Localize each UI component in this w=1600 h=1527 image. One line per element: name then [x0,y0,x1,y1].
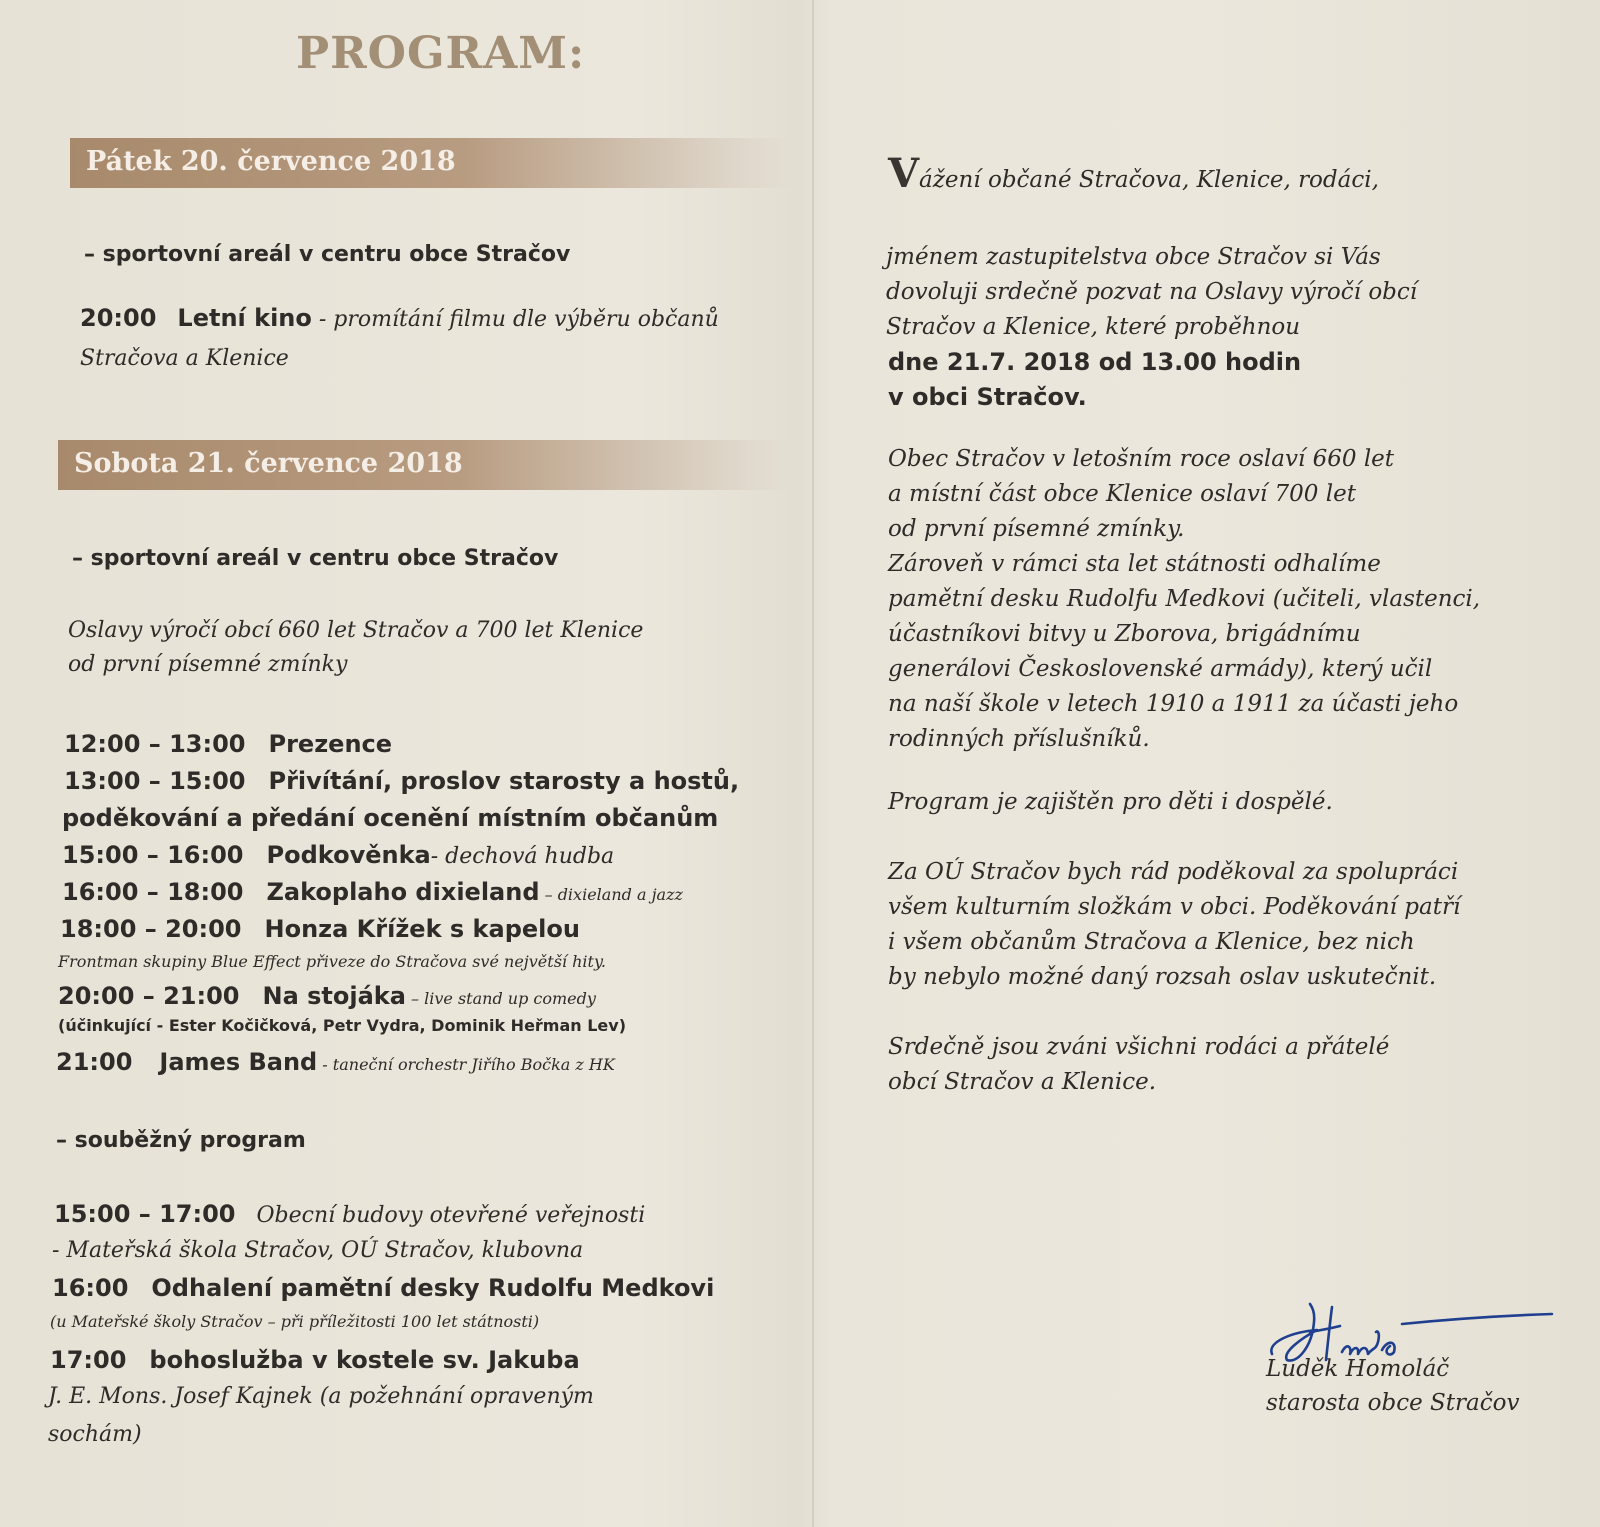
invitation-letter-page [814,0,1600,1527]
friday-event-desc: - promítání filmu dle výběru občanů [311,307,719,332]
parallel-item-note: (u Mateřské školy Stračov – při příležitosti 100 let státnosti) [50,1312,540,1331]
schedule-item: 18:00 – 20:00 Honza Křížek s kapelou [60,915,580,943]
paragraph-closing: Srdečně jsou zváni všichni rodáci a přátelé obcí Stračov a Klenice. [888,1034,1390,1095]
paragraph-invite: jménem zastupitelstva obce Stračov si Vás dovoluji srdečně pozvat na Oslavy výročí obcí Stračov a Klenice, které proběhnou [886,244,1418,340]
schedule-item: 12:00 – 13:00 Prezence [64,730,393,758]
paragraph-thanks: Za OÚ Stračov bych rád poděkoval za spolupráci všem kulturním složkám v obci. Poděkování patří i všem občanům Stračova a Klenice, bez nich by nebylo možné daný rozsah oslav uskutečnit. [888,859,1461,990]
saturday-header-band [58,440,788,490]
friday-event: Letní kino [177,304,312,332]
schedule-item-note: Frontman skupiny Blue Effect přiveze do Stračova své největší hity. [58,952,606,971]
paragraph-anniversary: Obec Stračov v letošním roce oslaví 660 let a místní část obce Klenice oslaví 700 let od první písemné zmínky. Zároveň v rámci sta let státnosti odhalíme pamětní desku Rudolfu Medkovi (učiteli, vlastenci, účastníkovi bitvy u Zborova, brigádnímu generálovi Československé armády), který učil na naší škole v letech 1910 a 1911 za účasti jeho rodinných příslušníků. [888,446,1481,752]
friday-header-band [70,138,790,188]
friday-header: Pátek 20. července 2018 [86,146,456,177]
saturday-intro-2: od první písemné zmínky [68,652,348,677]
greeting-text: ážení občané Stračova, Klenice, rodáci, [919,167,1379,193]
schedule-item: 16:00 – 18:00 Zakoplaho dixieland – dixieland a jazz [62,878,683,906]
parallel-item: 15:00 – 17:00 Obecní budovy otevřené veřejnosti [54,1200,646,1228]
schedule-item-note: (účinkující - Ester Kočičková, Petr Vydra, Dominik Heřman Lev) [58,1016,627,1035]
parallel-item: 17:00 bohoslužba v kostele sv. Jakuba [50,1346,580,1374]
saturday-venue: – sportovní areál v centru obce Stračov [72,546,559,571]
friday-time: 20:00 [80,304,157,332]
parallel-program-header: – souběžný program [56,1128,306,1153]
handwritten-signature [1262,1302,1562,1372]
schedule-item: 13:00 – 15:00 Přivítání, proslov starosty a hostů, [64,767,740,795]
paragraph-program: Program je zajištěn pro děti i dospělé. [888,789,1333,815]
parallel-item: 16:00 Odhalení pamětní desky Rudolfu Medkovi [52,1274,715,1302]
schedule-item: 15:00 – 16:00 Podkověnka- dechová hudba [62,841,615,869]
signer-title: starosta obce Stračov [1266,1390,1520,1416]
program-title: PROGRAM: [296,28,586,79]
friday-venue: – sportovní areál v centru obce Stračov [84,242,571,267]
friday-event-desc-2: Stračova a Klenice [80,346,289,371]
saturday-intro-1: Oslavy výročí obcí 660 let Stračov a 700 let Klenice [68,618,644,643]
saturday-header: Sobota 21. července 2018 [74,448,463,479]
signer-name: Luděk Homoláč [1266,1356,1450,1382]
parallel-item-note: J. E. Mons. Josef Kajnek (a požehnání opraveným [48,1384,594,1409]
schedule-item: 20:00 – 21:00 Na stojáka – live stand up comedy [58,982,596,1010]
event-date: dne 21.7. 2018 od 13.00 hodin v obci Stračov. [888,348,1302,411]
parallel-item-note: sochám) [48,1422,142,1447]
friday-event-line [80,304,719,332]
greeting [888,150,1379,198]
schedule-item: 21:00 James Band - taneční orchestr Jiřího Bočka z HK [56,1048,615,1076]
parallel-item-note: - Mateřská škola Stračov, OÚ Stračov, klubovna [52,1238,584,1263]
schedule-item-continued: poděkování a předání ocenění místním občanům [62,804,719,832]
drop-cap: V [888,150,920,197]
